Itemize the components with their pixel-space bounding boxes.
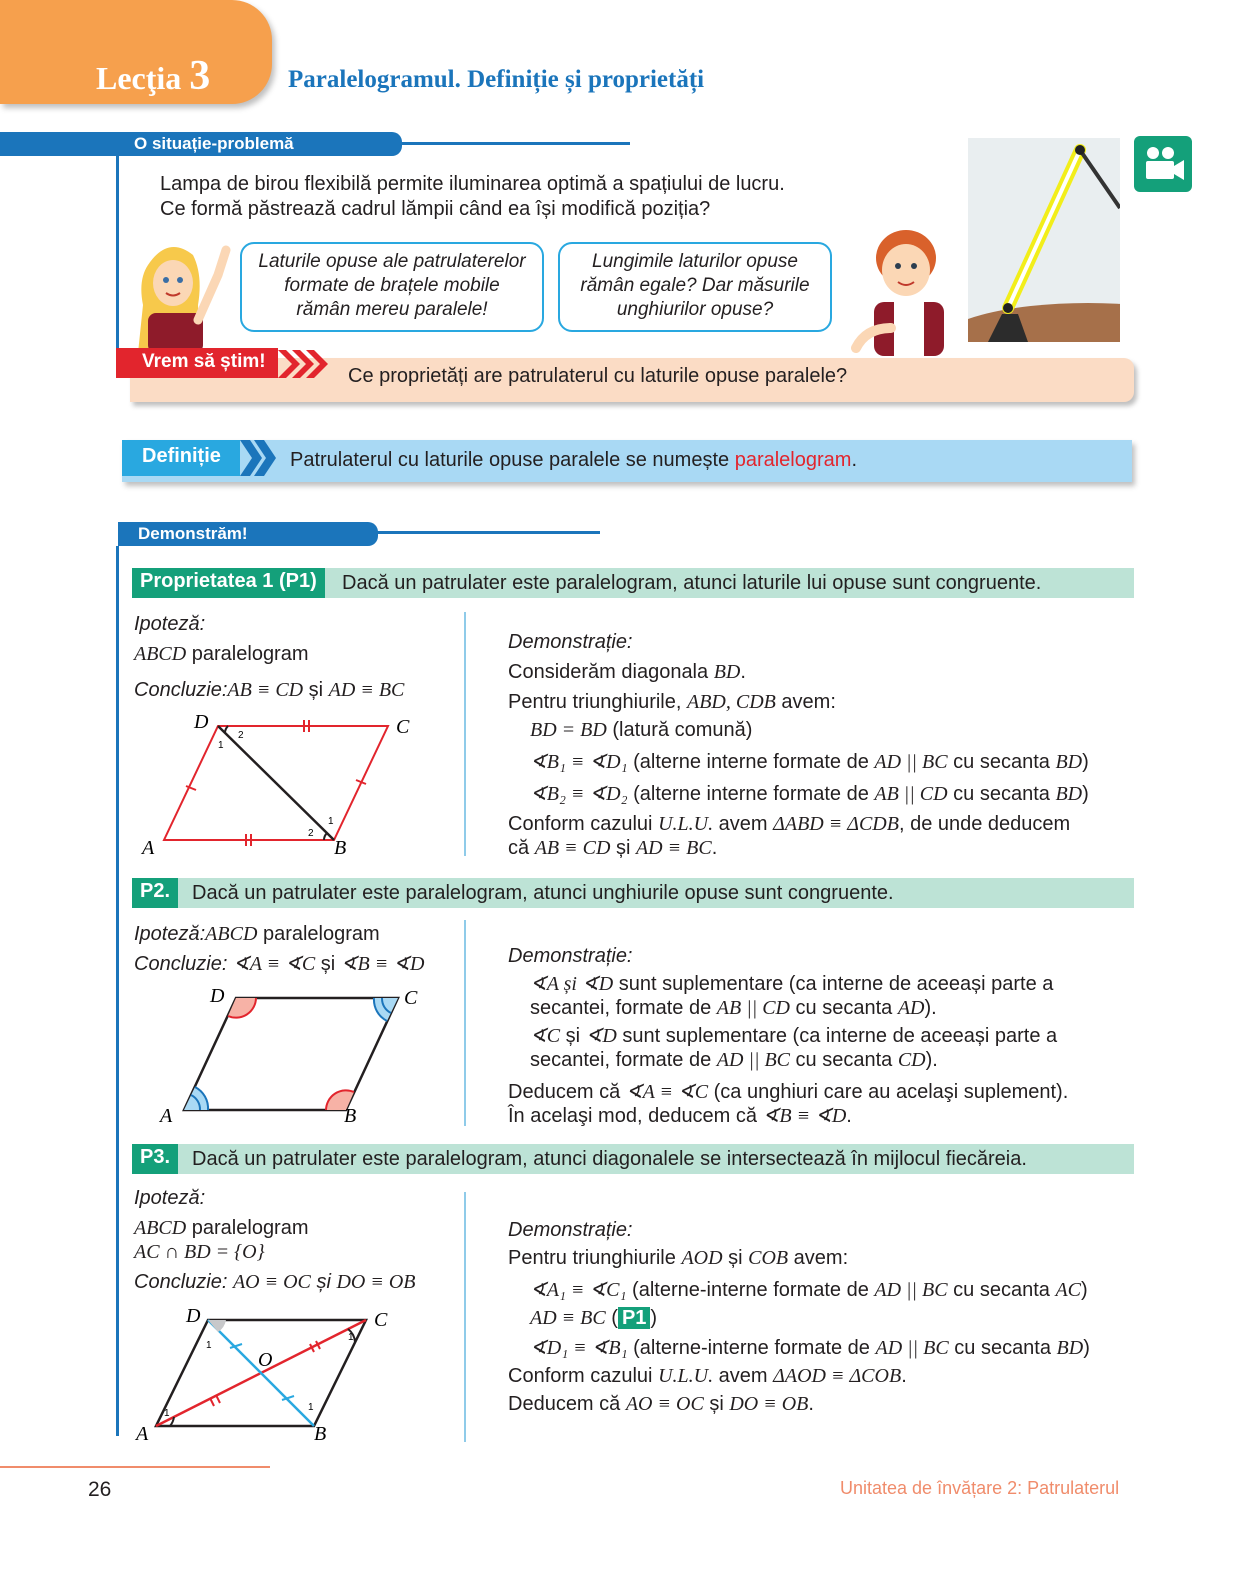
demonstram-header-line xyxy=(376,531,600,534)
p3-fig-c: C xyxy=(374,1309,388,1331)
p3-line-4: ∢D₁ ≡ ∢B₁ (alterne-interne formate de AD || BC cu secanta BD) xyxy=(530,1337,1090,1359)
footer-line xyxy=(0,1466,270,1468)
boy-illustration xyxy=(836,218,960,356)
p1-line-1: Considerăm diagonala BD. xyxy=(508,661,746,683)
p1-demo-label: Demonstrație: xyxy=(508,631,633,653)
p3-fig-b1: 1 xyxy=(308,1402,314,1413)
p2-fig-b: B xyxy=(344,1105,357,1127)
p1-fig-b2: 2 xyxy=(308,828,314,839)
situatie-line1: Lampa de birou flexibilă permite iluminarea optimă a spațiului de lucru. xyxy=(160,173,785,195)
p1-line-6: Conform cazului U.L.U. avem ΔABD ≡ ΔCDB, de unde deducem xyxy=(508,813,1071,835)
p2-fig-a: A xyxy=(160,1105,173,1127)
lesson-label: Lecţia 3 xyxy=(96,53,211,99)
p1-figure xyxy=(134,706,434,860)
lesson-title: Paralelogramul. Definiție și proprietăți xyxy=(288,66,705,93)
p1-divider xyxy=(464,612,466,856)
p1-concluzie: Concluzie:AB ≡ CD și AD ≡ BC xyxy=(134,679,405,701)
p1-line-7: că AB ≡ CD și AD ≡ BC. xyxy=(508,837,718,859)
p1-statement: Dacă un patrulater este paralelogram, atunci laturile lui opuse sunt congruente. xyxy=(342,572,1042,594)
video-camera-icon[interactable] xyxy=(1134,136,1192,192)
demonstram-header: Demonstrăm! xyxy=(118,522,378,546)
p2-figure xyxy=(150,980,430,1128)
p2-fig-c: C xyxy=(404,987,418,1009)
p3-ipoteza2: AC ∩ BD = {O} xyxy=(134,1241,265,1263)
p2-fig-d: D xyxy=(210,985,225,1007)
situatie-line2: Ce formă păstrează cadrul lămpii când ea își modifică poziția? xyxy=(160,198,711,220)
p2-line-1: ∢A și ∢D sunt suplementare (ca interne de aceeași parte a xyxy=(530,973,1054,995)
p1-fig-a: A xyxy=(142,837,155,859)
p2-demo-label: Demonstrație: xyxy=(508,945,633,967)
situatie-header: O situație-problemă xyxy=(0,132,402,156)
p1-fig-b: B xyxy=(334,837,347,859)
p3-line-5: Conform cazului U.L.U. avem ΔAOD ≡ ΔCOB. xyxy=(508,1365,907,1387)
p3-ipoteza: ABCD paralelogram xyxy=(134,1217,309,1239)
demonstram-vline xyxy=(116,546,119,1436)
p1-ref-badge: P1 xyxy=(618,1307,650,1329)
p3-statement: Dacă un patrulater este paralelogram, atunci diagonalele se intersectează în mijlocul fiecăreia. xyxy=(192,1148,1027,1170)
page-number: 26 xyxy=(88,1478,112,1501)
p1-line-5: ∢B₂ ≡ ∢D₂ (alterne interne formate de AB || CD cu secanta BD) xyxy=(530,783,1089,805)
p2-line-3: ∢C și ∢D sunt suplementare (ca interne de aceeași parte a xyxy=(530,1025,1058,1047)
p2-label: P2. xyxy=(132,878,178,908)
definitie-chevrons-icon xyxy=(240,440,280,476)
p3-fig-o: O xyxy=(258,1349,273,1371)
p3-fig-a: A xyxy=(136,1423,149,1445)
p3-fig-d1: 1 xyxy=(206,1340,212,1351)
p3-label: P3. xyxy=(132,1144,178,1174)
p1-fig-d1: 1 xyxy=(218,740,224,751)
p3-line-6: Deducem că AO ≡ OC și DO ≡ OB. xyxy=(508,1393,814,1415)
p3-fig-c1: 1 xyxy=(348,1332,354,1343)
p3-line-3: AD ≡ BC ( P1 ) xyxy=(530,1307,658,1329)
p3-figure xyxy=(134,1300,414,1450)
girl-bubble: Laturile opuse ale patrulaterelor formate de brațele mobile rămân mereu paralele! xyxy=(240,242,544,332)
p2-concluzie: Concluzie: ∢A ≡ ∢C și ∢B ≡ ∢D xyxy=(134,953,425,975)
p1-line-2: Pentru triunghiurile, ABD, CDB avem: xyxy=(508,691,836,713)
p3-line-1: Pentru triunghiurile AOD și COB avem: xyxy=(508,1247,849,1269)
footer-unit: Unitatea de învățare 2: Patrulaterul xyxy=(840,1478,1120,1498)
p3-fig-d: D xyxy=(186,1305,201,1327)
p1-label: Proprietatea 1 (P1) xyxy=(132,568,325,598)
p1-fig-b1: 1 xyxy=(328,816,334,827)
p3-concluzie: Concluzie: AO ≡ OC și DO ≡ OB xyxy=(134,1271,416,1293)
situatie-header-line xyxy=(400,142,630,145)
p1-fig-c: C xyxy=(396,716,410,738)
girl-illustration xyxy=(118,235,238,353)
definitie-text: Patrulaterul cu laturile opuse paralele se numește paralelogram. xyxy=(290,449,857,471)
p3-ipoteza-label: Ipoteză: xyxy=(134,1187,206,1209)
p1-ipoteza-label: Ipoteză: xyxy=(134,613,206,635)
p2-ipoteza: Ipoteză:ABCD paralelogram xyxy=(134,923,380,945)
vrem-chevrons-icon xyxy=(276,348,330,380)
p3-line-2: ∢A₁ ≡ ∢C₁ (alterne-interne formate de AD || BC cu secanta AC) xyxy=(530,1279,1088,1301)
vrem-question: Ce proprietăți are patrulaterul cu laturile opuse paralele? xyxy=(348,365,848,387)
p3-fig-b: B xyxy=(314,1423,327,1445)
p2-line-2: secantei, formate de AB || CD cu secanta AD). xyxy=(530,997,937,1019)
p2-line-4: secantei, formate de AD || BC cu secanta CD). xyxy=(530,1049,938,1071)
p1-line-3: BD = BD (latură comună) xyxy=(530,719,753,741)
boy-bubble: Lungimile laturilor opuse rămân egale? Dar măsurile unghiurilor opuse? xyxy=(558,242,832,332)
definitie-label: Definiție xyxy=(122,440,240,476)
p3-fig-a1: 1 xyxy=(164,1408,170,1419)
p1-ipoteza: ABCD paralelogram xyxy=(134,643,309,665)
p2-statement: Dacă un patrulater este paralelogram, atunci unghiurile opuse sunt congruente. xyxy=(192,882,894,904)
p1-line-4: ∢B₁ ≡ ∢D₁ (alterne interne formate de AD || BC cu secanta BD) xyxy=(530,751,1089,773)
p3-demo-label: Demonstrație: xyxy=(508,1219,633,1241)
p2-divider xyxy=(464,920,466,1126)
p1-fig-d: D xyxy=(194,711,209,733)
p1-fig-d2: 2 xyxy=(238,730,244,741)
p3-divider xyxy=(464,1192,466,1442)
lamp-photo xyxy=(968,138,1120,342)
p2-line-5: Deducem că ∢A ≡ ∢C (ca unghiuri care au acelaşi suplement). xyxy=(508,1081,1069,1103)
vrem-label: Vrem să știm! xyxy=(116,348,278,378)
p2-line-6: În acelaşi mod, deducem că ∢B ≡ ∢D. xyxy=(508,1105,852,1127)
